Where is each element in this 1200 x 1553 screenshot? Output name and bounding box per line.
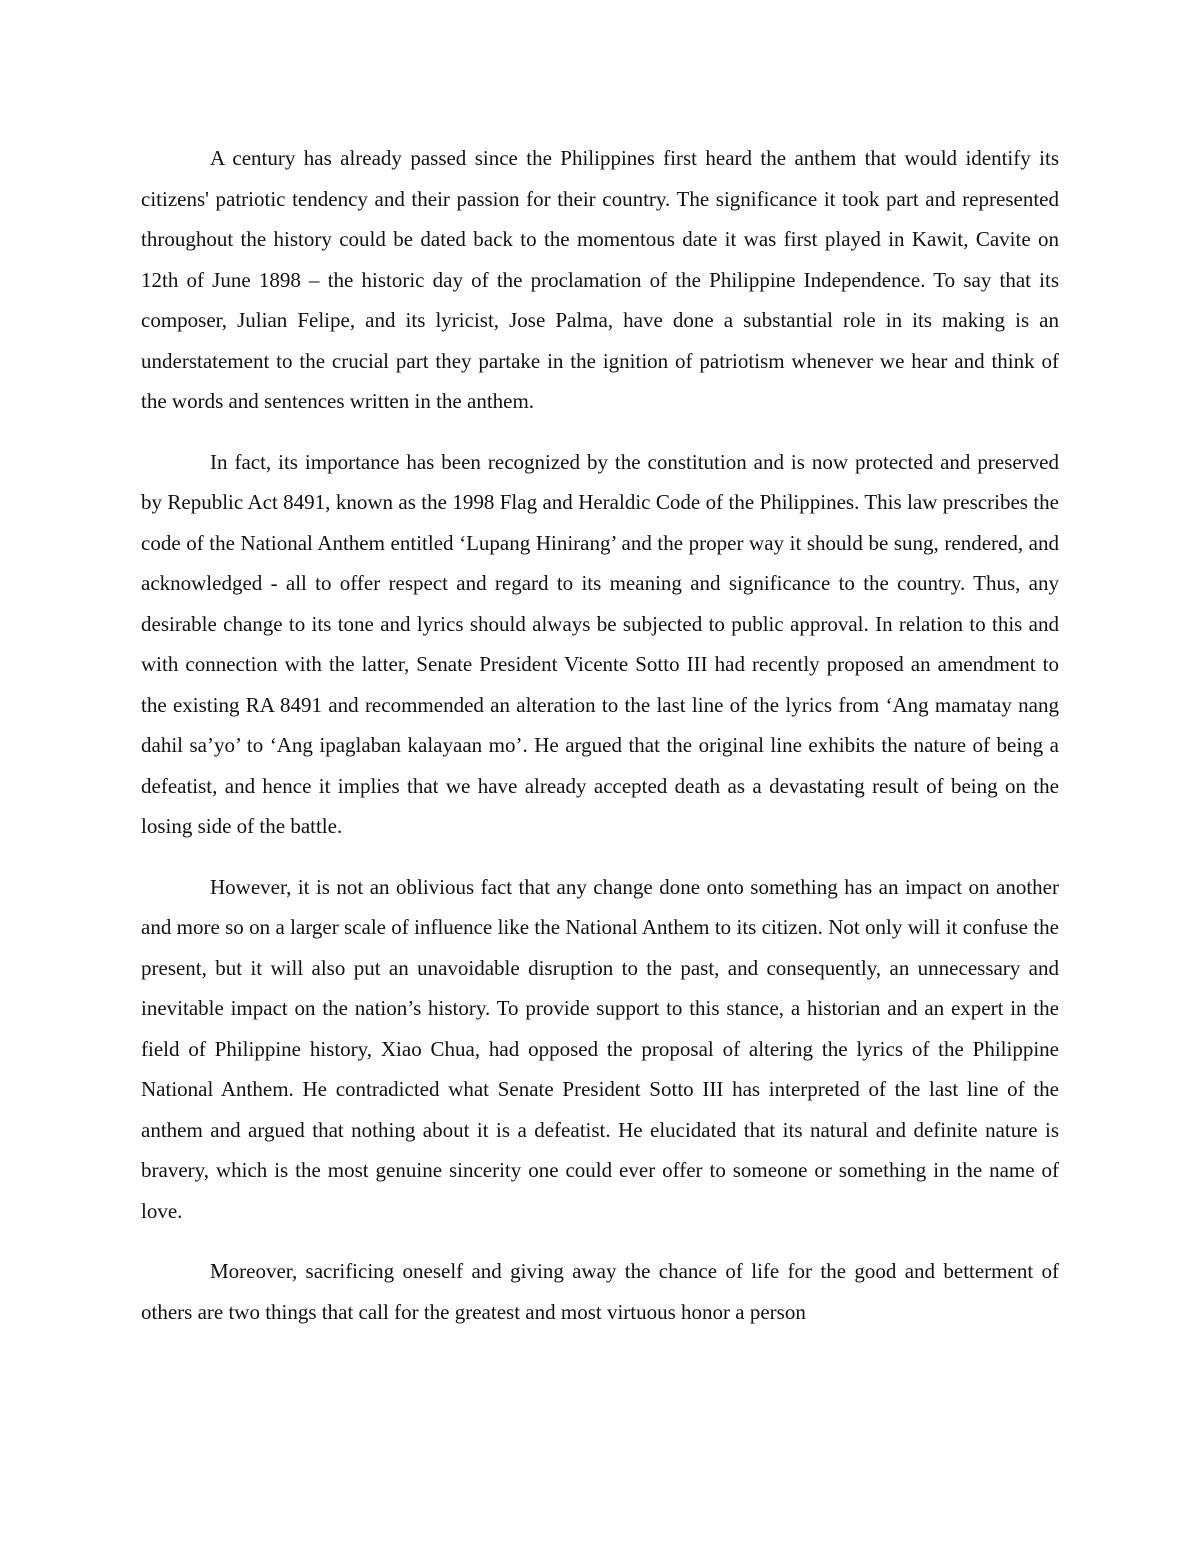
paragraph-4: Moreover, sacrificing oneself and giving away the chance of life for the good and betterment of others are two things that call for the greatest and most virtuous honor a person <box>141 1259 1059 1324</box>
paragraph-2: In fact, its importance has been recognized by the constitution and is now protected and preserved by Republic Act 8491, known as the 1998 Flag and Heraldic Code of the Philippines. This law prescribes the code of the National Anthem entitled ‘Lupang Hinirang’ and the proper way it should be sung, rendered, and acknowledged - all to offer respect and regard to its meaning and significance to the country. Thus, any desirable change to its tone and lyrics should always be subjected to public approval. In relation to this and with connection with the latter, Senate President Vicente Sotto III had recently proposed an amendment to the existing RA 8491 and recommended an alteration to the last line of the lyrics from ‘Ang mamatay nang dahil sa’yo’ to ‘Ang ipaglaban kalayaan mo’. He argued that the original line exhibits the nature of being a defeatist, and hence it implies that we have already accepted death as a devastating result of being on the losing side of the battle. <box>141 449 1059 838</box>
paragraph-1: A century has already passed since the Philippines first heard the anthem that would identify its citizens' patriotic tendency and their passion for their country. The significance it took part and represented throughout the history could be dated back to the momentous date it was first played in Kawit, Cavite on 12th of June 1898 – the historic day of the proclamation of the Philippine Independence. To say that its composer, Julian Felipe, and its lyricist, Jose Palma, have done a substantial role in its making is an understatement to the crucial part they partake in the ignition of patriotism whenever we hear and think of the words and sentences written in the anthem. <box>141 146 1059 413</box>
essay-body <box>141 138 1059 1332</box>
paragraph-3: However, it is not an oblivious fact that any change done onto something has an impact on another and more so on a larger scale of influence like the National Anthem to its citizen. Not only will it confuse the present, but it will also put an unavoidable disruption to the past, and consequently, an unnecessary and inevitable impact on the nation’s history. To provide support to this stance, a historian and an expert in the field of Philippine history, Xiao Chua, had opposed the proposal of altering the lyrics of the Philippine National Anthem. He contradicted what Senate President Sotto III has interpreted of the last line of the anthem and argued that nothing about it is a defeatist. He elucidated that its natural and definite nature is bravery, which is the most genuine sincerity one could ever offer to someone or something in the name of love. <box>141 874 1059 1223</box>
